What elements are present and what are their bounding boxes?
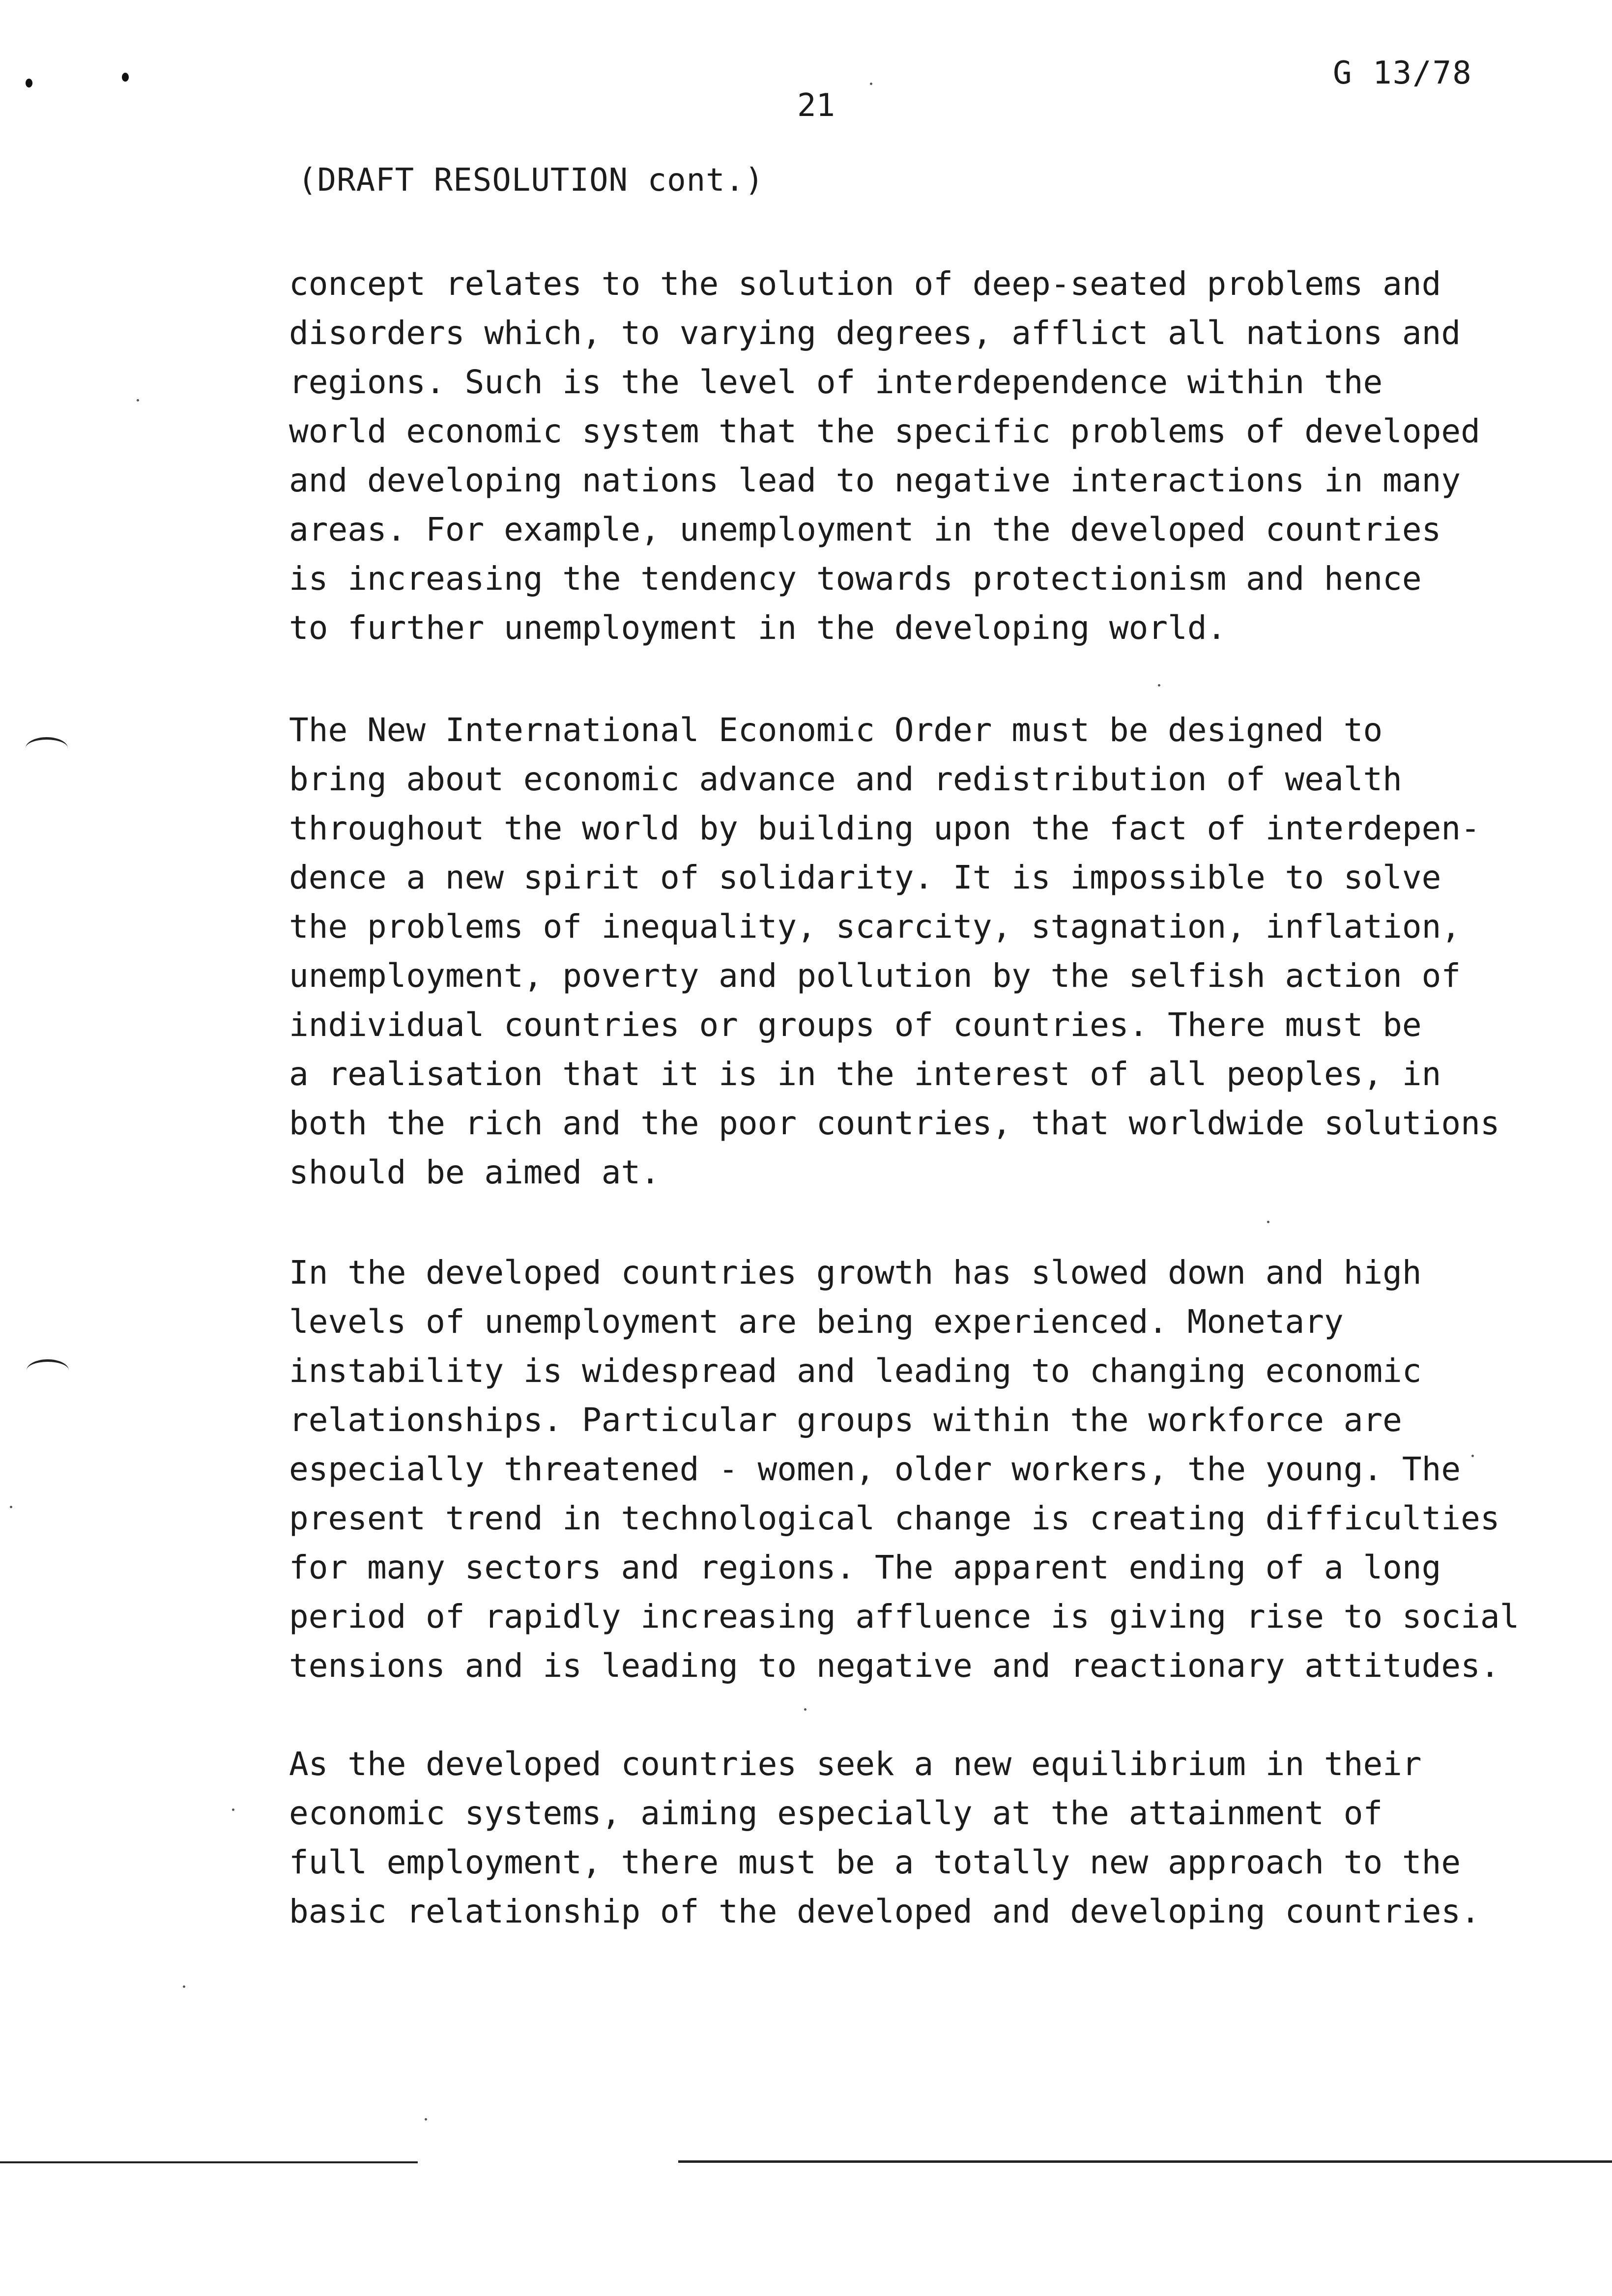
text-line: to further unemployment in the developing world.	[289, 609, 1227, 647]
scan-speck	[183, 1985, 185, 1988]
text-line: levels of unemployment are being experienced. Monetary	[289, 1303, 1344, 1341]
scan-speck	[804, 1708, 806, 1711]
text-line: full employment, there must be a totally new approach to the	[289, 1843, 1461, 1881]
text-line: bring about economic advance and redistribution of wealth	[289, 760, 1402, 798]
text-line: should be aimed at.	[289, 1153, 660, 1191]
bottom-rule-left	[0, 2161, 418, 2163]
text-line: regions. Such is the level of interdependence within the	[289, 363, 1383, 401]
text-line: both the rich and the poor countries, that worldwide solutions	[289, 1104, 1500, 1142]
text-line: The New International Economic Order must be designed to	[289, 711, 1383, 749]
text-line: areas. For example, unemployment in the developed countries	[289, 511, 1441, 548]
text-line: In the developed countries growth has slowed down and high	[289, 1254, 1422, 1292]
text-line: is increasing the tendency towards protectionism and hence	[289, 560, 1422, 598]
bullet-mark-icon	[26, 79, 32, 87]
page-number: 21	[797, 87, 835, 124]
text-line: unemployment, poverty and pollution by the selfish action of	[289, 957, 1461, 995]
text-line: relationships. Particular groups within the workforce are	[289, 1401, 1402, 1439]
section-heading: (DRAFT RESOLUTION cont.)	[298, 162, 764, 199]
scan-speck	[232, 1808, 234, 1811]
bottom-rule-right	[678, 2160, 1612, 2163]
paragraph-2	[289, 706, 1567, 1197]
document-reference: G 13/78	[1333, 55, 1472, 91]
paragraph-1	[289, 259, 1567, 653]
margin-mark-icon	[26, 737, 68, 759]
scan-speck	[10, 1506, 12, 1508]
text-line: concept relates to the solution of deep-seated problems and	[289, 265, 1441, 303]
text-line: present trend in technological change is creating difficulties	[289, 1499, 1500, 1537]
text-line: As the developed countries seek a new equilibrium in their	[289, 1745, 1422, 1783]
text-line: and developing nations lead to negative interactions in many	[289, 461, 1461, 499]
paragraph-3	[289, 1248, 1567, 1691]
text-line: basic relationship of the developed and developing countries.	[289, 1893, 1480, 1930]
scan-speck	[1158, 684, 1160, 687]
text-line: especially threatened - women, older workers, the young. The	[289, 1450, 1461, 1488]
text-line: individual countries or groups of countries. There must be	[289, 1006, 1422, 1044]
text-line: economic systems, aiming especially at the attainment of	[289, 1794, 1383, 1832]
text-line: period of rapidly increasing affluence is giving rise to social	[289, 1598, 1520, 1636]
scan-speck	[1267, 1221, 1269, 1223]
text-line: disorders which, to varying degrees, afflict all nations and	[289, 314, 1461, 352]
text-line: dence a new spirit of solidarity. It is impossible to solve	[289, 859, 1441, 896]
text-line: instability is widespread and leading to changing economic	[289, 1352, 1422, 1390]
text-line: world economic system that the specific problems of developed	[289, 412, 1480, 450]
margin-mark-icon	[27, 1359, 69, 1381]
text-line: throughout the world by building upon the fact of interdepen-	[289, 809, 1480, 847]
scan-speck	[425, 2118, 427, 2121]
text-line: tensions and is leading to negative and reactionary attitudes.	[289, 1647, 1500, 1685]
text-line: a realisation that it is in the interest of all peoples, in	[289, 1055, 1441, 1093]
scan-speck	[870, 83, 872, 85]
paragraph-4	[289, 1740, 1567, 1936]
scan-speck	[1471, 1455, 1474, 1457]
bullet-mark-icon	[122, 73, 129, 82]
text-line: for many sectors and regions. The apparent ending of a long	[289, 1549, 1441, 1586]
text-line: the problems of inequality, scarcity, stagnation, inflation,	[289, 908, 1461, 946]
scan-speck	[137, 399, 139, 402]
